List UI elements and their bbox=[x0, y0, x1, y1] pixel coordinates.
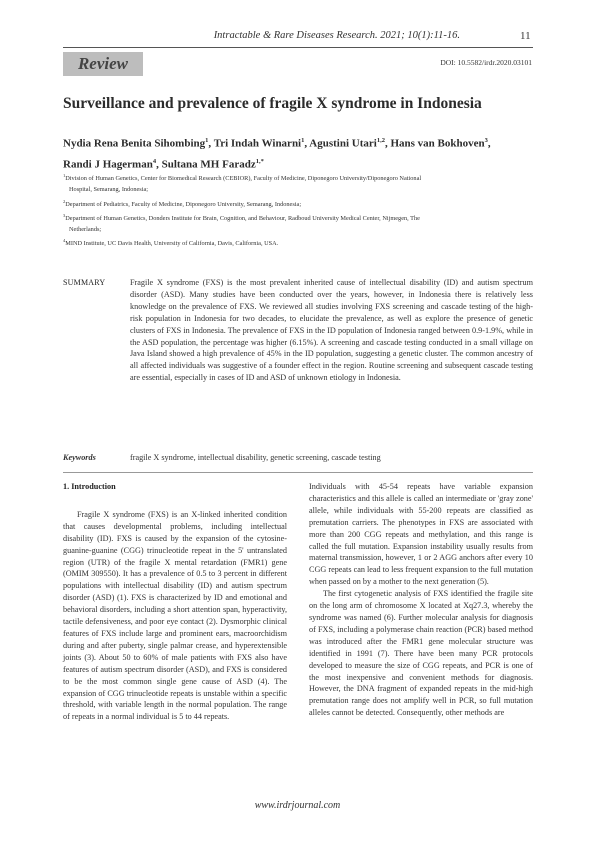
article-title: Surveillance and prevalence of fragile X syndrome in Indonesia bbox=[63, 95, 482, 112]
journal-citation: Intractable & Rare Diseases Research. 2021; 10(1):11-16. bbox=[213, 30, 460, 41]
section-divider bbox=[63, 472, 533, 473]
author-name: Sultana MH Faradz bbox=[161, 158, 256, 171]
author-separator: , bbox=[156, 158, 162, 171]
affiliation-text-continued: Hospital, Semarang, Indonesia; bbox=[69, 186, 149, 194]
section-heading-introduction: 1. Introduction bbox=[63, 482, 116, 491]
author-affiliation-marker: 1 bbox=[301, 137, 305, 144]
left-column bbox=[63, 481, 287, 723]
affiliation-item bbox=[63, 210, 533, 236]
summary-text: Fragile X syndrome (FXS) is the most prevalent inherited cause of intellectual disability (ID) and autism spectrum disorder (ASD). Many studies have been conducted over the years, however, in Indonesia there is relatively less knowledge on the prevalence of FXS. We reviewed all studies involving FXS screening and cascade testing of the high-risk population in Indonesia for two decades, to elucidate the prevalence, as well as explore the presence of genetic clusters of FXS in Indonesia. The prevalence of FXS in the ID population of Indonesia ranged between 0.9-1.9%, while in the ASD population, the percentage was higher (6.15%). A screening and cascade testing conducted in a small village on Java Island showed a high prevalence of 45% in the ID population, suggesting a genetic cluster. The common ancestry of all affected individuals was suggestive of a founder effect in the region. Routine screening and subsequent cascade testing are essential, especially in cases of ID and ASD of unknown etiology in Indonesia. bbox=[130, 278, 533, 383]
affiliation-number: 2 bbox=[63, 198, 66, 204]
intro-paragraph-1: Fragile X syndrome (FXS) is an X-linked inherited condition that causes developmental problems, including intellectual disability (ID). FXS is caused by the expansion of the cytosine-guanine-guanine (CGG) trinucleotide repeat in the 5' untranslated region (UTR) of the fragile X mental retardation (FMR1) gene (OMIM 309550). It has a prevalence of 0.5 to 3 percent in different populations with intellectual disability (ID) and autism spectrum disorder (ASD) (1). FXS is characterized by ID and emotional and behavioral disorders, including a short attention span, hyperactivity, tactile defensiveness, and poor eye contact (2). Dysmorphic clinical features of FXS include large and prominent ears, macroorchidism during and after puberty, single palmar crease, and hyperextensible joints (3). About 50 to 60% of male patients with FXS also have features of autism spectrum disorder (ASD), and FXS is considered to be the most common single gene cause of ASD (4). The expansion of CGG trinucleotide repeats is unstable within a specific threshold, with variable length in the normal population. The range of repeats in a normal individual is 5 to 44 repeats. bbox=[63, 509, 287, 722]
summary-label: SUMMARY bbox=[63, 278, 106, 287]
page-number: 11 bbox=[520, 30, 531, 42]
affiliation-item bbox=[63, 170, 533, 196]
author-name: Agustini Utari bbox=[309, 137, 377, 150]
author-name: Hans van Bokhoven bbox=[390, 137, 485, 150]
right-column bbox=[309, 481, 533, 719]
affiliation-item bbox=[63, 235, 533, 249]
doi[interactable]: DOI: 10.5582/irdr.2020.03101 bbox=[440, 58, 532, 67]
intro-paragraph-2: The first cytogenetic analysis of FXS identified the fragile site on the long arm of chromosome X located at Xq27.3, whereby the syndrome was named (6). Further molecular analysis for diagnosis of FXS, including a polymerase chain reaction (PCR) based method was introduced after the FMR1 gene molecular structure was identified in 1991 (7). There have been many PCR protocols developed to measure the size of CGG repeats, and PCR is one of the most inexpensive and convenient methods for diagnosis. However, the DNA fragment of expanded repeats in the mid-high premutation range does not amplify well in PCR, so full mutation alleles cannot be detected. Consequently, other methods are bbox=[309, 589, 533, 718]
header-rule bbox=[63, 47, 533, 48]
author-name: Tri Indah Winarni bbox=[213, 137, 302, 150]
intro-paragraph-1-cont: Individuals with 45-54 repeats have variable expansion characteristics and this allele is called an intermediate or 'gray zone' allele, while individuals with 55-200 repeats are classified as premutation carriers. The phenotypes in FXS are associated with more than 200 CGG repeats and methylation, and this range is called the full mutation. Expansion instability usually results from maternal transmission, however, 1 or 2 AGG anchors after every 10 CGG repeats can lead to less frequent expansion to the full mutation when passed on by a mother to the next generation (5). bbox=[309, 482, 533, 587]
author-name: Nydia Rena Benita Sihombing bbox=[63, 137, 206, 150]
author-affiliation-marker: 1 bbox=[205, 137, 209, 144]
author-name: Randi J Hagerman bbox=[63, 158, 153, 171]
keywords-text: fragile X syndrome, intellectual disability, genetic screening, cascade testing bbox=[130, 453, 381, 462]
affiliation-text: Division of Human Genetics, Center for Biomedical Research (CEBIOR), Faculty of Medicine, Diponegoro University/Diponegoro National bbox=[65, 175, 422, 183]
journal-url[interactable]: www.irdrjournal.com bbox=[254, 800, 341, 811]
author-affiliation-marker: 4 bbox=[152, 157, 157, 165]
affiliation-number: 4 bbox=[63, 238, 66, 244]
affiliation-text: MIND Institute, UC Davis Health, University of California, Davis, California, USA. bbox=[65, 240, 279, 248]
keywords-label: Keywords bbox=[63, 453, 96, 462]
author-affiliation-marker: 3 bbox=[484, 137, 488, 144]
affiliation-text: Department of Human Genetics, Donders Institute for Brain, Cognition, and Behaviour, Radboud University Medical Center, Nijmegen, The bbox=[65, 214, 420, 222]
affiliation-list bbox=[63, 170, 533, 250]
affiliation-text: Department of Pediatrics, Faculty of Medicine, Diponegoro University, Semarang, Indonesia; bbox=[65, 200, 302, 208]
author-affiliation-marker: 1,* bbox=[255, 157, 264, 165]
affiliation-number: 3 bbox=[63, 212, 66, 218]
article-category-badge: Review bbox=[63, 52, 143, 76]
affiliation-item bbox=[63, 196, 533, 210]
affiliation-text-continued: Netherlands; bbox=[69, 226, 102, 234]
author-separator: , bbox=[304, 137, 310, 150]
author-list bbox=[63, 132, 533, 173]
affiliation-number: 1 bbox=[63, 173, 66, 178]
author-separator: , bbox=[384, 137, 391, 150]
author-separator: , bbox=[208, 137, 214, 150]
author-separator: , bbox=[487, 137, 491, 150]
author-affiliation-marker: 1,2 bbox=[376, 137, 385, 144]
